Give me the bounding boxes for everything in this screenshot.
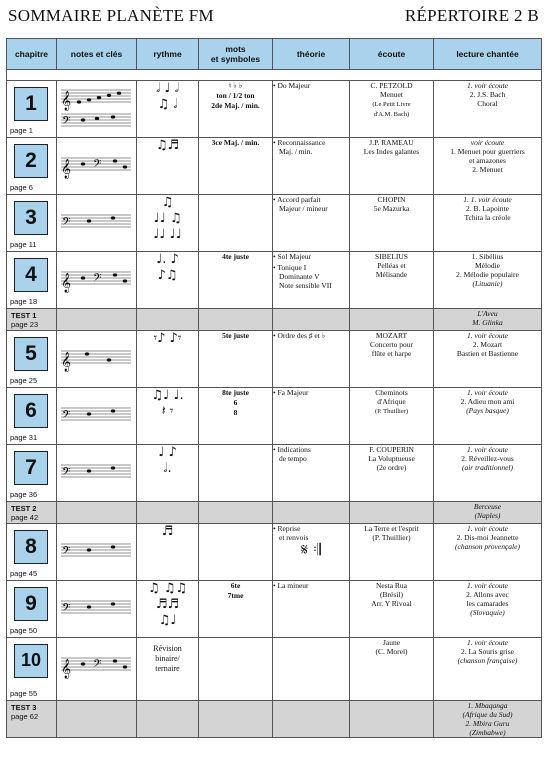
spacer-row [7,70,542,81]
test-page: page 23 [11,320,39,329]
ecoute-cell: La Terre et l'esprit (P. Thuillier) [350,524,434,581]
table-row [7,195,542,252]
svg-text:𝄢: 𝄢 [93,158,102,173]
staff-notation-icon [57,524,135,578]
chapter-number[interactable]: 10 [14,644,48,678]
theorie-cell [273,581,350,638]
repeat-sign-icon: 𝄋 𝄇 [301,540,321,559]
table-row [7,581,542,638]
empty-cell [57,701,137,738]
test-row [7,502,542,524]
test-lecture-cell [434,309,542,331]
table-row [7,445,542,502]
empty-cell [350,502,434,524]
table-row [7,388,542,445]
chapter-number[interactable]: 4 [14,258,48,292]
chapter-cell [7,445,57,502]
test-row [7,309,542,331]
rhythm-cell: 𝅗𝅥 ♩ 𝅗𝅥 ♫ 𝅗𝅥 [137,81,199,138]
chapter-number[interactable]: 8 [14,530,48,564]
theorie-item: • Reprise et renvois [273,524,309,542]
lecture-item: (air traditionnel) [461,463,514,472]
ecoute-cell: F. COUPERIN La Voluptueuse (2e ordre) [350,445,434,502]
empty-cell [273,502,350,524]
empty-cell [199,309,273,331]
staff-notation-icon [57,252,135,306]
test-lecture-text: Berceuse (Naples) [473,502,502,520]
theorie-cell [273,524,350,581]
table-header-row [7,39,542,70]
notes-cell [57,581,137,638]
rhythm-cell: ♫♩ ♩. 𝄽 𝄾 [137,388,199,445]
lecture-item: 1. Sibélius Mélodie [471,252,504,270]
theorie-item: • Reconnaissance Maj. / min. [273,138,326,156]
empty-cell [273,701,350,738]
chapter-cell [7,252,57,309]
test-lecture-text: 1. Mbaqanga (Afrique du Sud) 2. Mbira Guru (Zimbabwe) [462,701,513,737]
test-page: page 42 [11,513,39,522]
chapter-number[interactable]: 7 [14,451,48,485]
chapter-page: page 1 [10,126,33,135]
notes-cell [57,638,137,701]
test-label-cell [7,309,57,331]
lecture-cell [434,81,542,138]
notes-cell [57,252,137,309]
notes-cell [57,81,137,138]
rhythm-cell: ♬ [137,524,199,581]
chapter-number[interactable]: 1 [14,87,48,121]
col-header-mots: mots et symboles [199,39,273,70]
staff-notation-icon [57,331,135,385]
notes-cell [57,524,137,581]
rhythm-cell: ♩. ♪ ♪♫ [137,252,199,309]
ecoute-cell: MOZART Concerto pour flûte et harpe [350,331,434,388]
svg-text:𝄞: 𝄞 [61,352,72,372]
empty-cell [350,309,434,331]
table-row [7,138,542,195]
ecoute-cell: C. PETZOLD Menuet (Le Petit Livre d'A.M. Bach) [350,81,434,138]
lecture-cell [434,638,542,701]
staff-notation-icon [57,445,135,499]
empty-cell [199,701,273,738]
lecture-item: 1. Menuet pour guerriers et amazones [450,147,525,165]
lecture-item: (chanson française) [457,656,518,665]
notes-cell [57,195,137,252]
staff-notation-icon [57,388,135,442]
page-header [8,6,539,32]
svg-text:𝄢: 𝄢 [62,115,71,130]
test-label-cell [7,701,57,738]
lecture-cell [434,388,542,445]
col-header-ecoute: écoute [350,39,434,70]
lecture-cell [434,195,542,252]
test-row [7,701,542,738]
header-title-right: RÉPERTOIRE 2 B [404,6,539,25]
chapter-cell [7,331,57,388]
table-row [7,331,542,388]
chapter-page: page 55 [10,689,38,698]
chapter-page: page 18 [10,297,38,306]
theorie-item: • Fa Majeur [273,388,309,397]
ecoute-cell: Cheminots d'Afrique (P. Thuillier) [350,388,434,445]
theorie-item: • Tonique I Dominante V Note sensible VII [273,263,332,290]
mots-cell [199,445,273,502]
theorie-cell [273,388,350,445]
svg-text:𝄞: 𝄞 [61,273,72,293]
rhythm-cell: ♫♬ [137,138,199,195]
empty-cell [57,502,137,524]
empty-cell [57,309,137,331]
theorie-item: • Indications de tempo [273,445,311,463]
chapter-number[interactable]: 2 [14,144,48,178]
lecture-item: 2. Allons avec les camarades [466,590,509,608]
notes-cell [57,138,137,195]
lecture-cell [434,252,542,309]
staff-notation-icon [57,638,135,692]
lecture-item: 1. voir écoute [466,638,509,647]
svg-text:𝄢: 𝄢 [62,545,71,560]
header-title-left: SOMMAIRE PLANÈTE FM [8,6,214,25]
summary-table [6,38,542,738]
mots-cell: 8te juste 6 8 [199,388,273,445]
theorie-item: • Ordre des ♯ et ♭ [273,331,326,340]
lecture-cell [434,445,542,502]
chapter-page: page 50 [10,626,38,635]
chapter-cell [7,638,57,701]
chapter-number[interactable]: 5 [14,337,48,371]
svg-text:𝄞: 𝄞 [61,159,72,179]
empty-cell [199,502,273,524]
lecture-item: 1. voir écoute [466,81,509,90]
svg-text:𝄢: 𝄢 [62,409,71,424]
mots-cell: 5te juste [199,331,273,388]
lecture-item: 2. Menuet [472,165,503,174]
rhythm-cell: ♩ ♪ 𝅗𝅥. [137,445,199,502]
theorie-cell [273,81,350,138]
mots-cell: 6te 7tme [199,581,273,638]
staff-notation-icon [57,81,135,135]
col-header-notes: notes et clés [57,39,137,70]
ecoute-note: (P. Thuillier) [374,408,409,415]
theorie-cell [273,331,350,388]
svg-text:𝄢: 𝄢 [62,602,71,617]
lecture-item: 1. voir écoute [466,445,509,454]
lecture-item: 2. J.S. Bach Choral [469,90,506,108]
lecture-item: 2. La Souris grise [461,647,514,656]
lecture-item: 2. Adieu mon ami [460,397,515,406]
chapter-cell [7,524,57,581]
empty-cell [137,502,199,524]
svg-text:𝄞: 𝄞 [61,659,72,679]
lecture-item: 1. voir écoute [466,581,509,590]
theorie-cell [273,252,350,309]
theorie-cell [273,195,350,252]
chapter-cell [7,138,57,195]
lecture-item: voir écoute [470,138,505,147]
ecoute-cell: CHOPIN 5e Mazurka [350,195,434,252]
mots-cell [199,524,273,581]
theorie-item: • Do Majeur [273,81,311,90]
test-label: TEST 2 page 42 [7,502,56,522]
notes-cell [57,445,137,502]
test-lecture-text: L'Aveu M. Glinka [472,309,503,327]
ecoute-note: (Le Petit Livre d'A.M. Bach) [372,101,411,118]
lecture-cell [434,524,542,581]
lecture-item: (Pays basque) [466,406,509,415]
lecture-item: 2. Mozart Bastien et Bastienne [456,340,519,358]
staff-notation-icon [57,581,135,635]
rhythm-cell: ♫ ♫♫ ♬♬ ♫♩ [137,581,199,638]
chapter-page: page 36 [10,490,38,499]
col-header-rythme: rythme [137,39,199,70]
rhythm-cell: Révision binaire/ ternaire [137,638,199,701]
col-header-lecture: lecture chantée [434,39,542,70]
lecture-cell [434,138,542,195]
chapter-number[interactable]: 6 [14,394,48,428]
svg-text:𝄢: 𝄢 [93,658,102,673]
test-label: TEST 3 page 62 [7,701,56,721]
empty-cell [137,309,199,331]
chapter-page: page 45 [10,569,38,578]
chapter-cell [7,195,57,252]
empty-cell [273,309,350,331]
lecture-item: 1. voir écoute [466,524,509,533]
test-lecture-cell [434,502,542,524]
staff-notation-icon [57,138,135,192]
ecoute-cell: Jaune (C. Morel) [350,638,434,701]
col-header-chapitre: chapitre [7,39,57,70]
chapter-cell [7,388,57,445]
test-label-cell [7,502,57,524]
lecture-cell [434,581,542,638]
mots-cell: 4te juste [199,252,273,309]
lecture-item: 1. 1. voir écoute [463,195,512,204]
empty-cell [137,701,199,738]
svg-text:𝄞: 𝄞 [61,91,72,111]
table-row [7,638,542,701]
lecture-item: 2. Mélodie populaire [456,270,519,279]
lecture-item: 2. Réveillez-vous [461,454,514,463]
notes-cell [57,388,137,445]
chapter-page: page 25 [10,376,38,385]
test-lecture-cell [434,701,542,738]
table-row [7,252,542,309]
table-row [7,524,542,581]
theorie-item: • Sol Majeur [273,252,312,261]
mots-cell [199,195,273,252]
theorie-cell [273,445,350,502]
svg-text:𝄢: 𝄢 [62,216,71,231]
chapter-page: page 11 [10,240,37,249]
svg-text:𝄢: 𝄢 [62,466,71,481]
lecture-item: 2. B. Lapointe Tchita la créole [464,204,511,222]
staff-notation-icon [57,195,135,249]
chapter-page: page 31 [10,433,38,442]
theorie-item: • Accord parfait Majeur / mineur [273,195,328,213]
empty-cell [350,701,434,738]
svg-text:𝄢: 𝄢 [93,272,102,287]
col-header-theorie: théorie [273,39,350,70]
rhythm-cell: ♫ ♩♩ ♫ ♩♩ ♩♩ [137,195,199,252]
test-label: TEST 1 page 23 [7,309,56,329]
theorie-item: • La mineur [273,581,309,590]
mots-cell: 3ce Maj. / min. [199,138,273,195]
chapter-number[interactable]: 9 [14,587,48,621]
chapter-cell [7,581,57,638]
theorie-cell [273,138,350,195]
theorie-cell [273,638,350,701]
test-page: page 62 [11,712,39,721]
lecture-item: (Slovaquie) [470,608,505,617]
lecture-item: 2. Dis-moi Jeannette [456,533,519,542]
rhythm-cell: 𝄾♪ ♪𝄾 [137,331,199,388]
lecture-item: 1. voir écoute [466,388,509,397]
lecture-item: 1. voir écoute [466,331,509,340]
chapter-cell [7,81,57,138]
ecoute-cell: J.P. RAMEAU Les Indes galantes [350,138,434,195]
notes-cell [57,331,137,388]
chapter-number[interactable]: 3 [14,201,48,235]
lecture-cell [434,331,542,388]
chapter-page: page 6 [10,183,33,192]
lecture-item: (Lituanie) [472,279,503,288]
table-row [7,81,542,138]
ecoute-cell: Nesta Rua (Brésil) Arr. Y Rivoal [350,581,434,638]
mots-cell [199,638,273,701]
lecture-item: (chanson provençale) [455,542,520,551]
ecoute-cell: SIBELIUS Pelléas et Mélisande [350,252,434,309]
mots-cell: ♮ ♭ ♭ ton / 1/2 ton 2de Maj. / min. [199,81,273,138]
